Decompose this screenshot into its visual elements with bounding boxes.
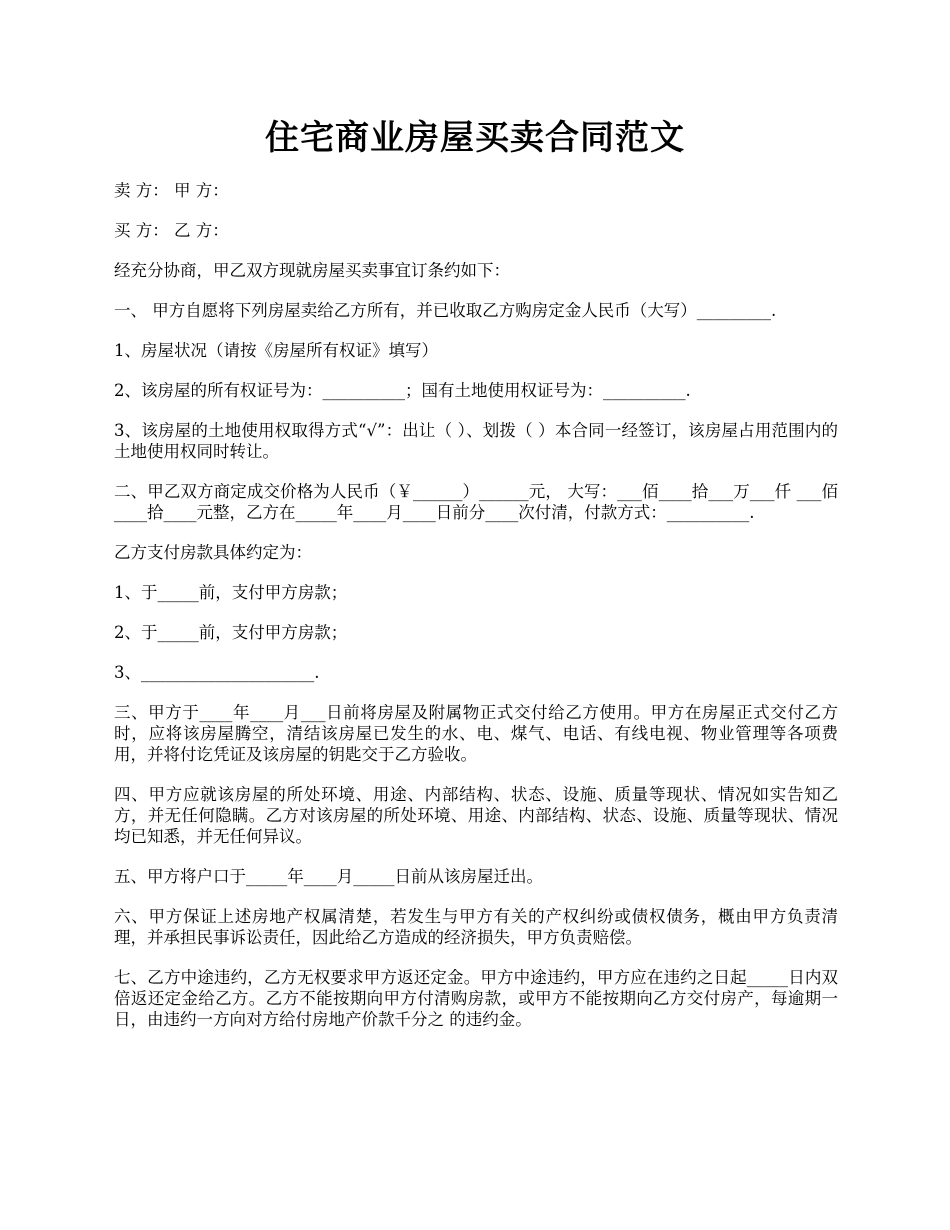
clause-1: 一、 甲方自愿将下列房屋卖给乙方所有，并已收取乙方购房定金人民币（大写）_________. <box>114 301 777 320</box>
clause-7: 七、乙方中途违约，乙方无权要求甲方返还定金。甲方中途违约，甲方应在违约之日起_____日内双倍返还定金给乙方。乙方不能按期向甲方付清购房款，或甲方不能按期向乙方交付房产，每逾期一日，由违约一方向对方给付房地产价款千分之 的违约金。 <box>114 968 838 1029</box>
document-title: 住宅商业房屋买卖合同范文 <box>265 118 685 158</box>
seller-line: 卖 方： 甲 方： <box>114 181 229 200</box>
clause-1-item-2: 2、该房屋的所有权证号为：__________；国有土地使用权证号为：__________. <box>114 381 691 400</box>
clause-6: 六、甲方保证上述房地产权属清楚，若发生与甲方有关的产权纠纷或债权债务，概由甲方负责清理，并承担民事诉讼责任，因此给乙方造成的经济损失，甲方负责赔偿。 <box>114 907 838 947</box>
document-body <box>114 180 838 1049</box>
buyer-line: 买 方： 乙 方： <box>114 221 229 240</box>
payment-item-3: 3、_____________________. <box>114 663 320 682</box>
clause-4: 四、甲方应就该房屋的所处环境、用途、内部结构、状态、设施、质量等现状、情况如实告知乙方，并无任何隐瞒。乙方对该房屋的所处环境、用途、内部结构、状态、设施、质量等现状、情况均已知悉，并无任何异议。 <box>114 785 838 846</box>
payment-terms-heading: 乙方支付房款具体约定为： <box>114 543 312 562</box>
clause-5: 五、甲方将户口于_____年____月_____日前从该房屋迁出。 <box>114 867 543 886</box>
clause-3: 三、甲方于____年____月___日前将房屋及附属物正式交付给乙方使用。甲方在房屋正式交付乙方时，应将该房屋腾空，清结该房屋已发生的水、电、煤气、电话、有线电视、物业管理等各项费用，并将付讫凭证及该房屋的钥匙交于乙方验收。 <box>114 703 838 764</box>
clause-1-item-3: 3、该房屋的土地使用权取得方式“√”：出让（ ）、划拨（ ）本合同一经签订，该房屋占用范围内的土地使用权同时转让。 <box>114 421 838 461</box>
clause-2: 二、甲乙双方商定成交价格为人民币（￥______）______元， 大写：___佰____拾___万___仟 ___佰____拾____元整，乙方在_____年____月____日前分____次付清，付款方式：__________. <box>114 482 838 522</box>
payment-item-2: 2、于_____前，支付甲方房款； <box>114 623 348 642</box>
payment-item-1: 1、于_____前，支付甲方房款； <box>114 583 348 602</box>
clause-1-item-1: 1、房屋状况（请按《房屋所有权证》填写） <box>114 341 438 360</box>
intro-paragraph: 经充分协商，甲乙双方现就房屋买卖事宜订条约如下： <box>114 261 510 280</box>
